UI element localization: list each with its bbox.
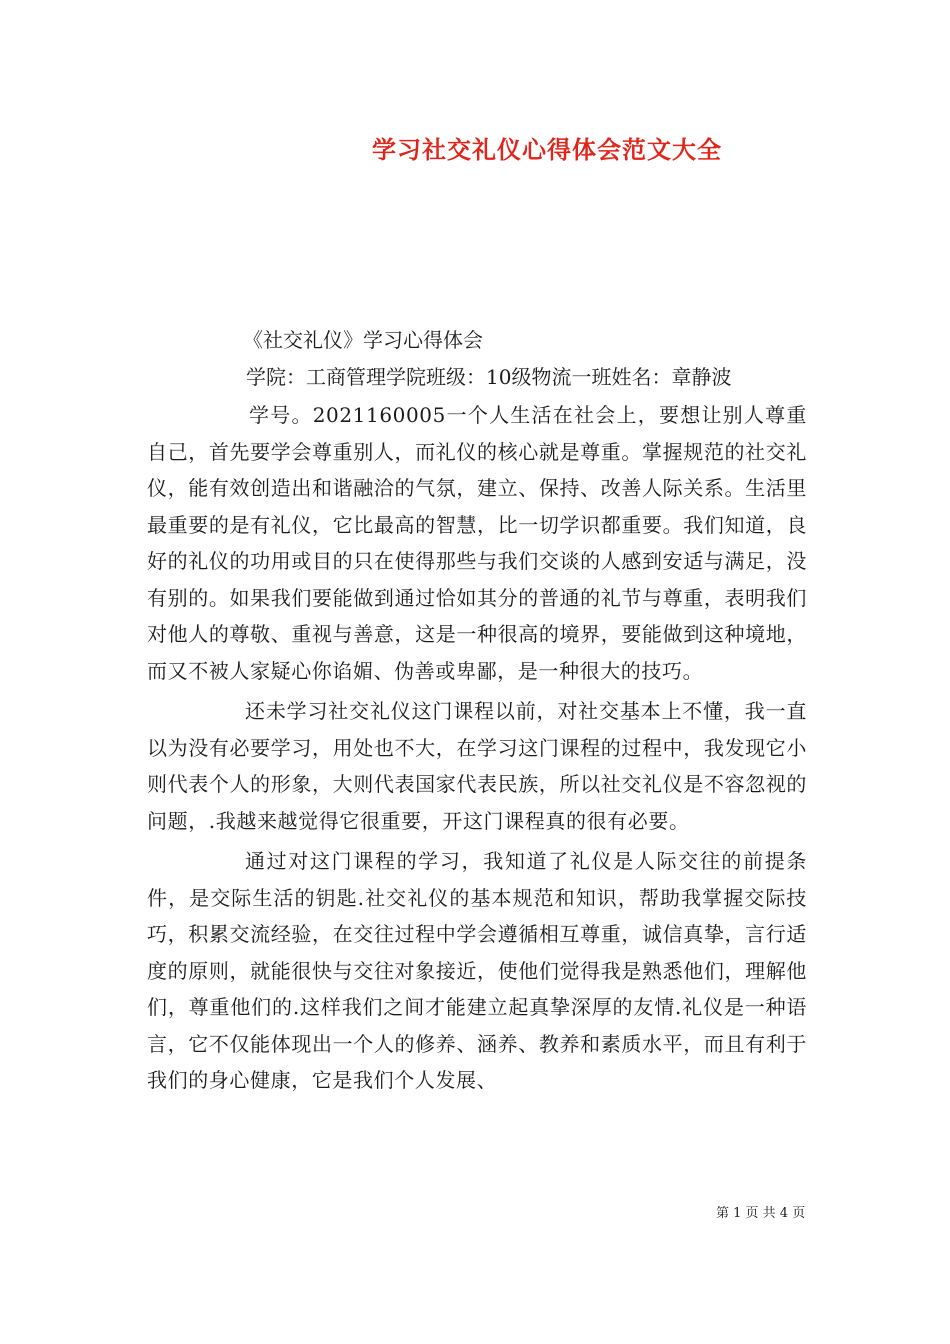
- document-title: 学习社交礼仪心得体会范文大全: [372, 135, 722, 164]
- paragraph-3: 通过对这门课程的学习，我知道了礼仪是人际交往的前提条件，是交际生活的钥匙.社交礼仪的基本规范和知识，帮助我掌握交际技巧，积累交流经验，在交往过程中学会遵循相互尊重，诚信真挚，言行适度的原则，就能很快与交往对象接近，使他们觉得我是熟悉他们，理解他们，尊重他们的.这样我们之间才能建立起真挚深厚的友情.礼仪是一种语言，它不仅能体现出一个人的修养、涵养、教养和素质水平，而且有利于我们的身心健康，它是我们个人发展、: [147, 849, 807, 1092]
- paragraph-2: 还未学习社交礼仪这门课程以前，对社交基本上不懂，我一直以为没有必要学习，用处也不大，在学习这门课程的过程中，我发现它小则代表个人的形象，大则代表国家代表民族，所以社交礼仪是不容忽视的问题，.我越来越觉得它很重要，开这门课程真的很有必要。: [147, 699, 807, 833]
- student-info-line: 学院：工商管理学院班级：10级物流一班姓名：章静波: [246, 365, 732, 389]
- page-number-footer: 第 1 页 共 4 页: [716, 1206, 806, 1221]
- document-body: [147, 397, 807, 1099]
- paragraph-1: 学号。2021160005一个人生活在社会上，要想让别人尊重自己，首先要学会尊重别人，而礼仪的核心就是尊重。掌握规范的社交礼仪，能有效创造出和谐融洽的气氛，建立、保持、改善人际关系。生活里最重要的是有礼仪，它比最高的智慧，比一切学识都重要。我们知道，良好的礼仪的功用或目的只在使得那些与我们交谈的人感到安适与满足，没有别的。如果我们要能做到通过恰如其分的普通的礼节与尊重，表明我们对他人的尊敬、重视与善意，这是一种很高的境界，要能做到这种境地，而又不被人家疑心你谄媚、伪善或卑鄙，是一种很大的技巧。: [147, 403, 807, 683]
- document-subtitle: 《社交礼仪》学习心得体会: [243, 328, 483, 352]
